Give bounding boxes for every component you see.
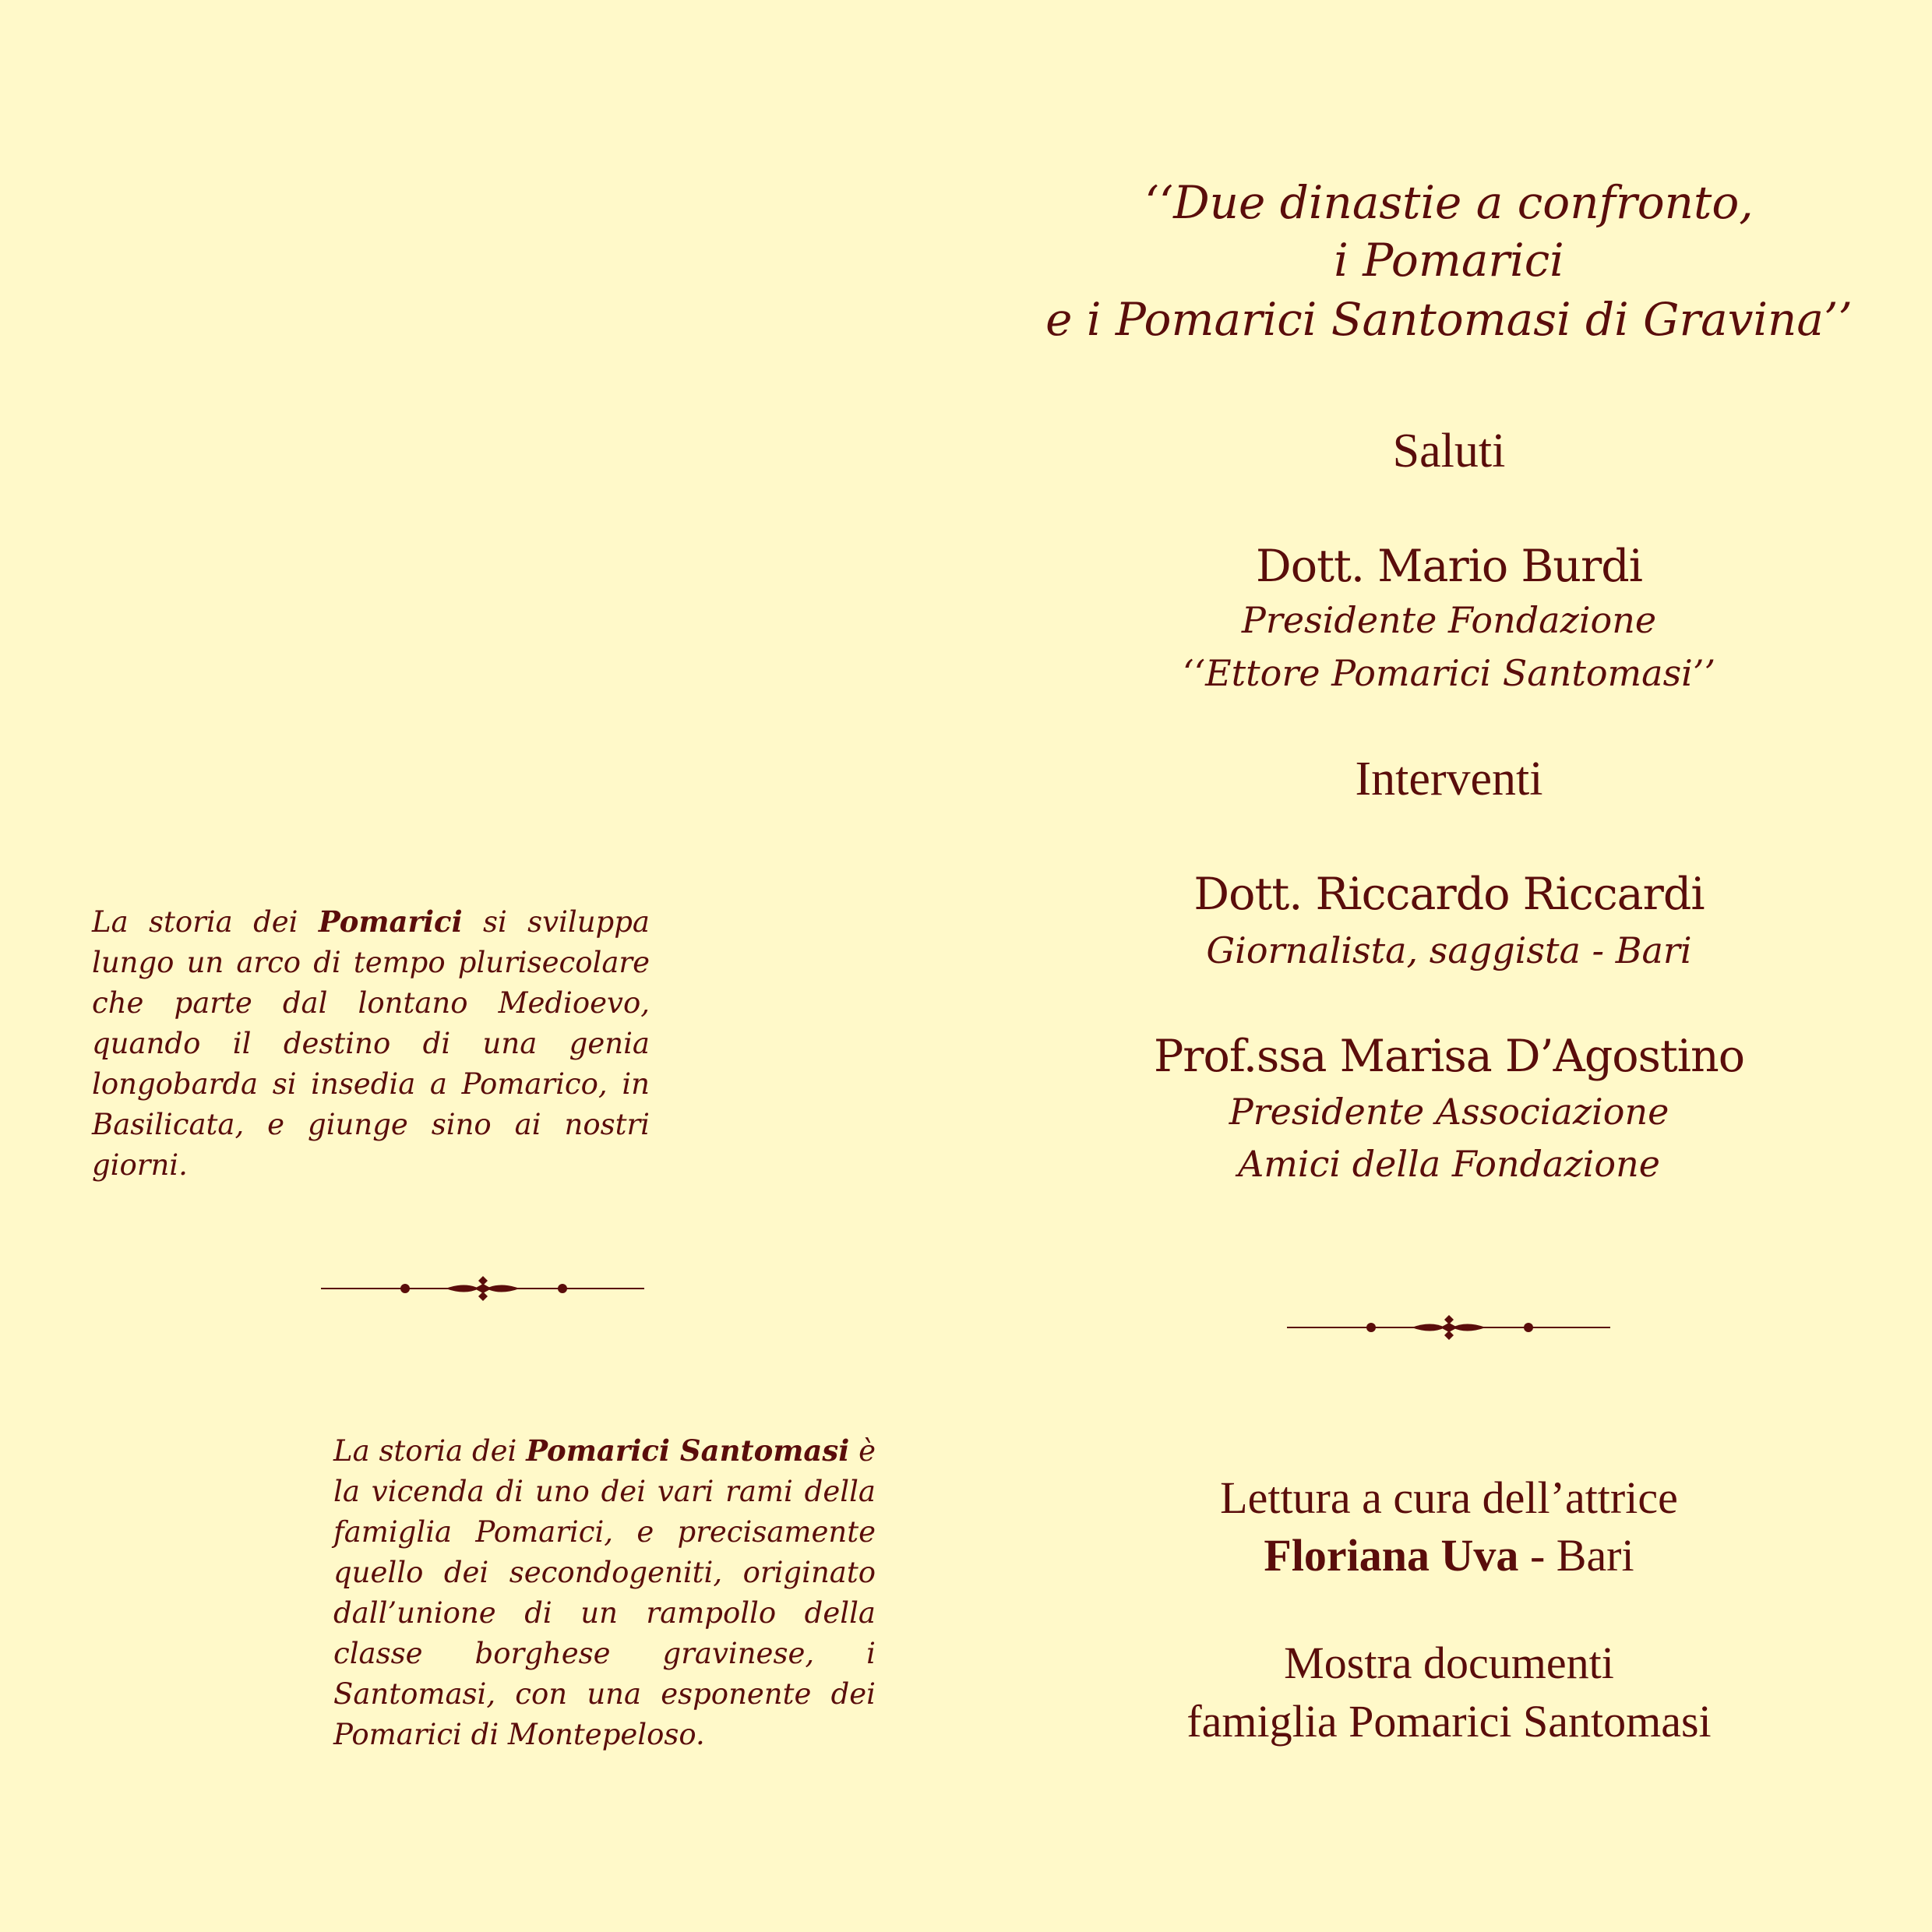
greeting-speaker-role-line-1: Presidente Fondazione (1241, 599, 1657, 641)
greeting-speaker-name: Dott. Mario Burdi (1256, 541, 1642, 592)
reading-performer-line (1013, 1527, 1885, 1585)
programme-column (1013, 0, 1885, 1932)
event-title-line-2: i Pomarici (1334, 234, 1564, 287)
paragraph-intro: La storia dei (333, 1434, 527, 1468)
greeting-speaker-role-line-2: ‘‘Ettore Pomarici Santomasi’’ (1182, 652, 1716, 694)
speaker-2-name: Prof.ssa Marisa D’Agostino (1153, 1031, 1745, 1082)
reading-performer-suffix: - Bari (1518, 1530, 1634, 1581)
reading-line: Lettura a cura dell’attrice (1220, 1472, 1678, 1523)
paragraph-text: è la vicenda di uno dei vari rami della famiglia Pomarici, e precisamente quello dei secondogeniti, originato dall’unione di un rampollo della classe borghese gravinese, i Santomasi, con una esponente dei Pomarici di Montepeloso. (333, 1434, 876, 1751)
exhibition-line-2: famiglia Pomarici Santomasi (1186, 1696, 1712, 1747)
ornament-divider-icon (1287, 1312, 1610, 1343)
event-title-line-3: e i Pomarici Santomasi di Gravina’’ (1045, 293, 1853, 346)
paragraph-highlight: Pomarici Santomasi (526, 1433, 850, 1468)
exhibition-line-1: Mostra documenti (1284, 1638, 1614, 1688)
greetings-heading: Saluti (1392, 425, 1506, 478)
speaker-2-role-line-1: Presidente Associazione (1229, 1091, 1669, 1133)
paragraph-highlight: Pomarici (318, 904, 463, 939)
speaker-2-role-line-2: Amici della Fondazione (1238, 1143, 1660, 1185)
history-paragraph-pomarici-santomasi (333, 1430, 876, 1755)
history-paragraph-pomarici (92, 901, 650, 1186)
paragraph-intro: La storia dei (92, 905, 319, 939)
reading-performer: Floriana Uva (1264, 1530, 1519, 1581)
paragraph-text: si sviluppa lungo un arco di tempo plurisecolare che parte dal lontano Medioevo, quando il destino di una genia longobarda si insedia a Pomarico, in Basilicata, e giunge sino ai nostri giorni. (92, 905, 650, 1182)
talks-heading: Interventi (1355, 753, 1543, 806)
speaker-1-role: Giornalista, saggista - Bari (1206, 929, 1692, 971)
event-title-line-1: ‘‘Due dinastie a confronto, (1144, 176, 1754, 229)
speaker-1-name: Dott. Riccardo Riccardi (1193, 869, 1705, 920)
ornament-divider-icon (321, 1273, 644, 1304)
